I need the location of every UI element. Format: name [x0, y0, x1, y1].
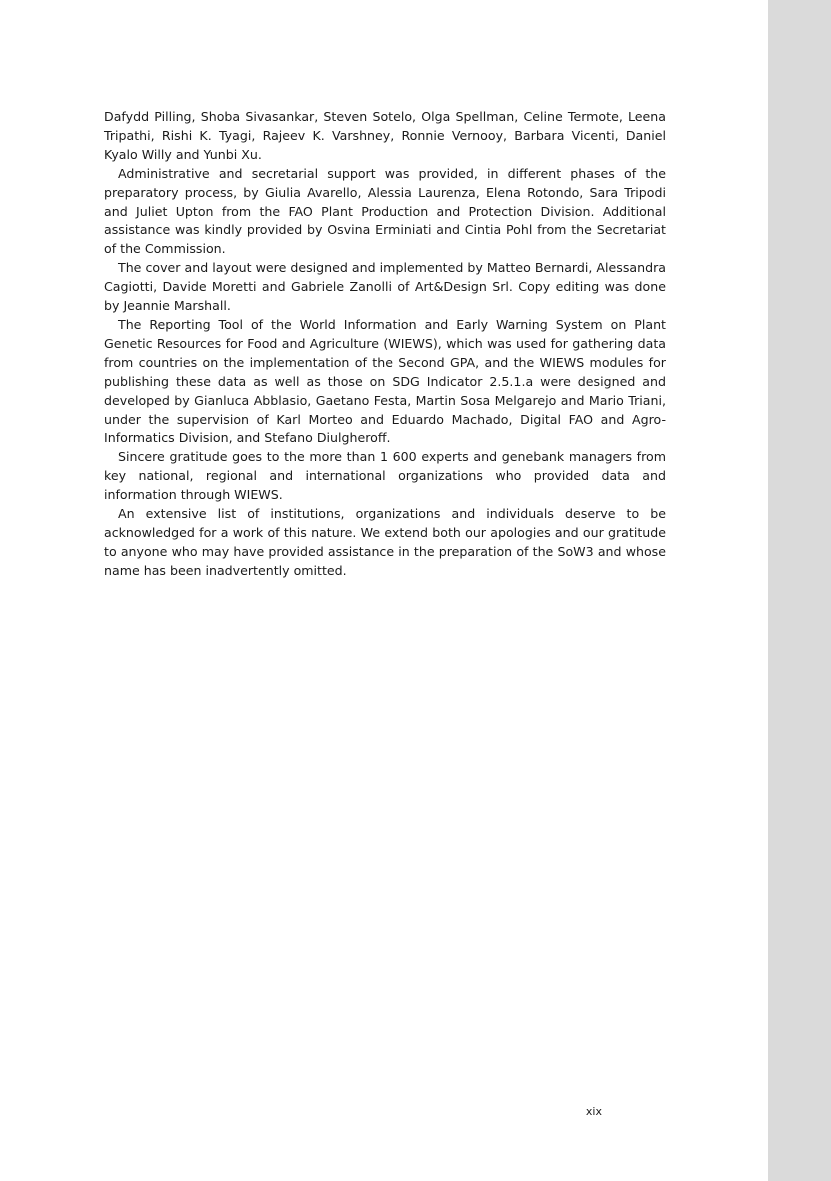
page-margin-band	[768, 0, 831, 1181]
paragraph-gratitude-experts: Sincere gratitude goes to the more than 1 600 experts and genebank managers from key national, regional and international organizations who provided data and information through WIEWS.	[104, 449, 666, 503]
paragraph-reporting-tool: The Reporting Tool of the World Information and Early Warning System on Plant Genetic Resources for Food and Agriculture (WIEWS), which was used for gathering data from countries on the implementation of the Second GPA, and the WIEWS modules for publishing these data as well as those on SDG Indicator 2.5.1.a were designed and developed by Gianluca Abblasio, Gaetano Festa, Martin Sosa Melgarejo and Mario Triani, under the supervision of Karl Morteo and Eduardo Machado, Digital FAO and Agro-Informatics Division, and Stefano Diulgheroff.	[104, 316, 666, 446]
paragraph-contributors-continued: Dafydd Pilling, Shoba Sivasankar, Steven Sotelo, Olga Spellman, Celine Termote, Leena Tripathi, Rishi K. Tyagi, Rajeev K. Varshney, Ronnie Vernooy, Barbara Vicenti, Daniel Kyalo Willy and Yunbi Xu.	[104, 109, 666, 162]
page-number: xix	[585, 1105, 602, 1118]
paragraph-cover-layout: The cover and layout were designed and implemented by Matteo Bernardi, Alessandra Cagiotti, Davide Moretti and Gabriele Zanolli of Art&Design Srl. Copy editing was done by Jeannie Marshall.	[104, 260, 666, 314]
paragraph-apologies: An extensive list of institutions, organizations and individuals deserve to be acknowledged for a work of this nature. We extend both our apologies and our gratitude to anyone who may have provided assistance in the preparation of the SoW3 and whose name has been inadvertently omitted.	[104, 506, 666, 578]
paragraph-secretarial-support: Administrative and secretarial support was provided, in different phases of the preparatory process, by Giulia Avarello, Alessia Laurenza, Elena Rotondo, Sara Tripodi and Juliet Upton from the FAO Plant Production and Protection Division. Additional assistance was kindly provided by Osvina Erminiati and Cintia Pohl from the Secretariat of the Commission.	[104, 165, 666, 257]
acknowledgements-text	[104, 108, 666, 581]
